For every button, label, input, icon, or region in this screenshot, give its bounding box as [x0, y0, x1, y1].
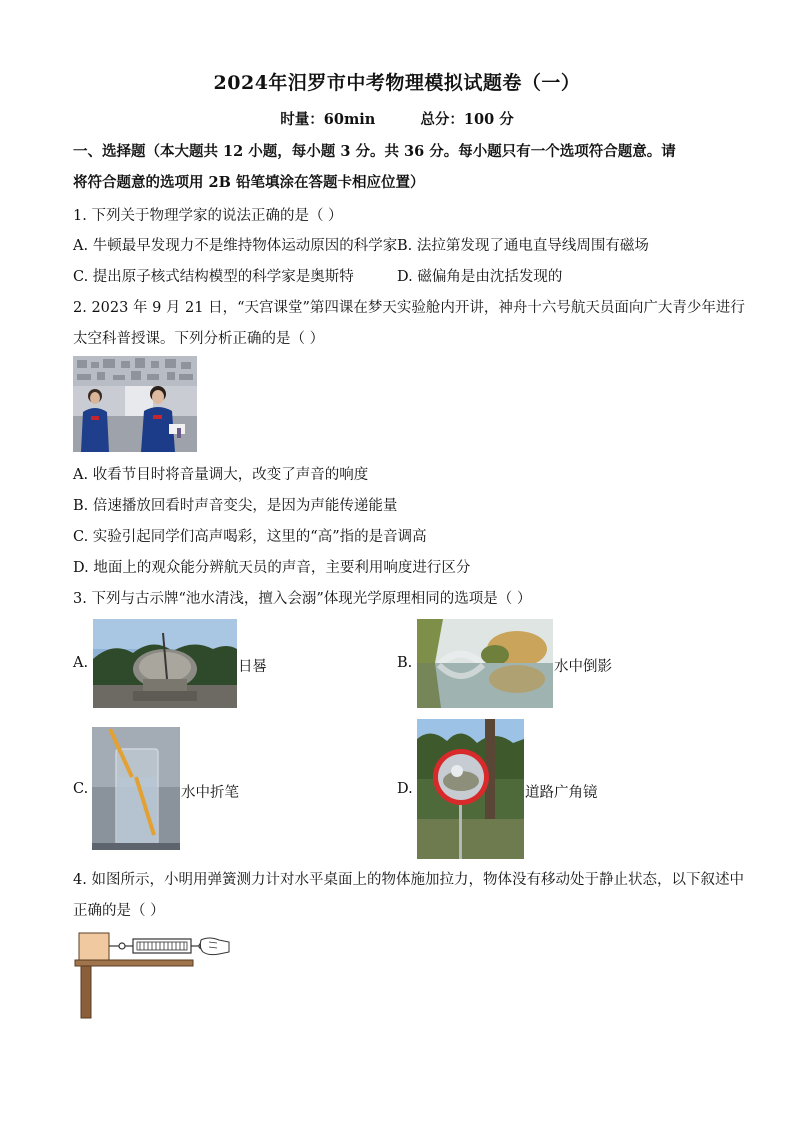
q3-option-b-label: B.: [397, 655, 413, 671]
total-score: 总分：100 分: [420, 111, 514, 128]
q4-stem-line2: 正确的是（ ）: [73, 903, 165, 919]
q1-option-d: D. 磁偏角是由沈括发现的: [397, 269, 563, 285]
q1-option-c: C. 提出原子核式结构模型的科学家是奥斯特: [73, 269, 354, 285]
q3-option-a-sundial-photo: [93, 619, 237, 708]
q3-option-d-caption: 道路广角镜: [525, 785, 598, 801]
q3-option-d-mirror-photo: [417, 719, 524, 859]
q3-option-b-caption: 水中倒影: [554, 659, 612, 675]
q2-option-c: C. 实验引起同学们高声喝彩，这里的“高”指的是音调高: [73, 529, 427, 545]
q3-option-d-label: D.: [397, 781, 413, 797]
q2-option-d: D. 地面上的观众能分辨航天员的声音，主要利用响度进行区分: [73, 560, 471, 576]
exam-meta: [0, 108, 794, 129]
exam-title: 2024年汨罗市中考物理模拟试题卷（一）: [213, 72, 581, 94]
q3-option-a-caption: 日晷: [238, 659, 267, 675]
q2-option-b: B. 倍速播放回看时声音变尖，是因为声能传递能量: [73, 498, 398, 514]
q1-option-b: B. 法拉第发现了通电直导线周围有磁场: [397, 238, 649, 254]
section-heading-line1: 一、选择题（本大题共 12 小题，每小题 3 分。共 36 分。每小题只有一个选项符合题意。请: [73, 143, 676, 160]
q3-stem: 3. 下列与古示牌“池水清浅，擅入会溺”体现光学原理相同的选项是（ ）: [73, 591, 532, 607]
q3-option-c-caption: 水中折笔: [181, 785, 239, 801]
q3-option-b-bridge-photo: [417, 619, 553, 708]
q3-option-c-glass-photo: [92, 727, 180, 850]
section-heading-line2: 将符合题意的选项用 2B 铅笔填涂在答题卡相应位置）: [73, 174, 425, 191]
q4-stem-line1: 4. 如图所示，小明用弹簧测力计对水平桌面上的物体施加拉力，物体没有移动处于静止状态，以下叙述中: [73, 872, 744, 888]
q3-option-c-label: C.: [73, 781, 89, 797]
q3-option-a-label: A.: [73, 655, 89, 671]
q1-stem: 1. 下列关于物理学家的说法正确的是（ ）: [73, 208, 343, 224]
q2-option-a: A. 收看节目时将音量调大，改变了声音的响度: [73, 467, 369, 483]
q2-stem-line1: 2. 2023 年 9 月 21 日，“天宫课堂”第四课在梦天实验舱内开讲，神舟十六号航天员面向广大青少年进行: [73, 300, 745, 316]
q1-option-a: A. 牛顿最早发现力不是维持物体运动原因的科学家: [73, 238, 398, 254]
q2-stem-line2: 太空科普授课。下列分析正确的是（ ）: [73, 331, 325, 347]
q2-astronaut-photo: [73, 356, 197, 452]
q4-spring-scale-diagram: [73, 928, 233, 1020]
time-limit: 时量：60min: [280, 111, 376, 128]
